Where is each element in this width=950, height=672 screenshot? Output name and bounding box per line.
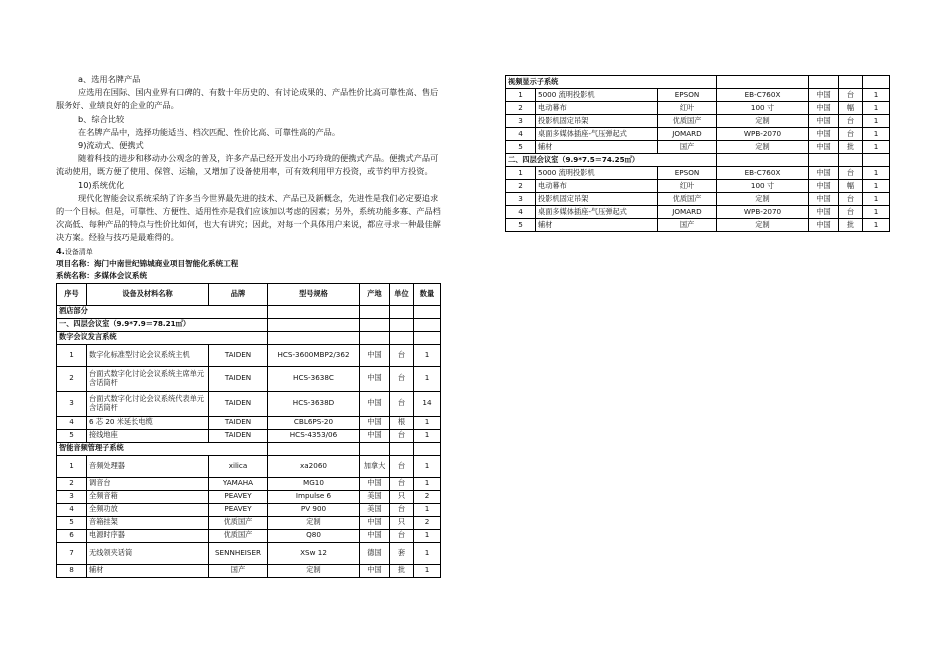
table-row xyxy=(506,115,890,128)
table-cell: 定制 xyxy=(717,219,809,232)
table-cell: 台 xyxy=(390,455,414,477)
empty-cell xyxy=(414,442,441,455)
table-row xyxy=(57,366,441,391)
table-cell: JOMARD xyxy=(658,128,717,141)
table-cell: MG10 xyxy=(268,477,360,490)
table-row xyxy=(506,102,890,115)
table-cell: CBL6PS-20 xyxy=(268,416,360,429)
table-cell: 1 xyxy=(414,429,441,442)
table-cell: Impulse 6 xyxy=(268,490,360,503)
empty-cell xyxy=(809,154,839,167)
table-cell: 1 xyxy=(863,115,890,128)
empty-cell xyxy=(717,76,809,89)
table-cell: 1 xyxy=(506,167,536,180)
table-cell: xa2060 xyxy=(268,455,360,477)
table-cell: 5 xyxy=(506,141,536,154)
table-cell: 定制 xyxy=(717,115,809,128)
section-label: 视频显示子系统 xyxy=(506,76,717,89)
table-cell: 台 xyxy=(390,344,414,366)
section-title: 设备清单 xyxy=(64,247,93,256)
table-cell: TAIDEN xyxy=(209,366,268,391)
empty-cell xyxy=(414,331,441,344)
section-label: 二、四层会议室（9.9*7.5＝74.25㎡） xyxy=(506,154,717,167)
table-cell: 优质国产 xyxy=(209,516,268,529)
table-cell: 无线领夹话筒 xyxy=(87,542,209,564)
table-row xyxy=(506,128,890,141)
table-cell: 6 芯 20 米延长电缆 xyxy=(87,416,209,429)
table-cell: 1 xyxy=(863,102,890,115)
section-row xyxy=(57,305,441,318)
table-row xyxy=(57,416,441,429)
table-cell: 台 xyxy=(390,477,414,490)
table-cell: 批 xyxy=(839,219,863,232)
table-cell: 1 xyxy=(57,455,87,477)
table-cell: PEAVEY xyxy=(209,490,268,503)
table-cell: 4 xyxy=(57,416,87,429)
empty-cell xyxy=(390,305,414,318)
table-cell: 辅材 xyxy=(536,219,658,232)
table-row xyxy=(506,89,890,102)
column-header: 序号 xyxy=(57,283,87,305)
table-cell: TAIDEN xyxy=(209,416,268,429)
table-cell: 1 xyxy=(414,503,441,516)
table-row xyxy=(506,193,890,206)
table-cell: 3 xyxy=(57,490,87,503)
empty-cell xyxy=(268,305,360,318)
table-cell: 2 xyxy=(506,180,536,193)
table-cell: 1 xyxy=(57,344,87,366)
table-cell: 1 xyxy=(414,455,441,477)
table-cell: HCS-3638D xyxy=(268,391,360,416)
table-cell: 台 xyxy=(839,128,863,141)
table-cell: 电源时序器 xyxy=(87,529,209,542)
table-cell: 1 xyxy=(863,167,890,180)
table-cell: 电动幕布 xyxy=(536,180,658,193)
table-cell: 台面式数字化讨论会议系统代表单元 含话筒杆 xyxy=(87,391,209,416)
table-cell: EB-C760X xyxy=(717,89,809,102)
table-cell: 套 xyxy=(390,542,414,564)
table-cell: 美国 xyxy=(360,503,390,516)
column-header: 型号规格 xyxy=(268,283,360,305)
table-cell: 5 xyxy=(57,516,87,529)
empty-cell xyxy=(360,442,390,455)
table-cell: 1 xyxy=(506,89,536,102)
table-cell: 批 xyxy=(390,564,414,577)
table-cell: 1 xyxy=(414,416,441,429)
empty-cell xyxy=(390,442,414,455)
table-cell: 音频处理器 xyxy=(87,455,209,477)
empty-cell xyxy=(414,318,441,331)
table-cell: EPSON xyxy=(658,167,717,180)
paragraph: 应选用在国际、国内业界有口碑的、有数十年历史的、有讨论成果的、产品性价比高可靠性高、售后服务好、业绩良好的企业的产品。 xyxy=(56,87,439,111)
table-cell: 2 xyxy=(57,477,87,490)
table-cell: 中国 xyxy=(809,115,839,128)
section-label: 数字会议发言系统 xyxy=(57,331,268,344)
table-cell: TAIDEN xyxy=(209,344,268,366)
empty-cell xyxy=(360,305,390,318)
table-cell: 1 xyxy=(414,344,441,366)
table-cell: 辅材 xyxy=(536,141,658,154)
column-header: 设备及材料名称 xyxy=(87,283,209,305)
table-cell: 3 xyxy=(57,391,87,416)
table-cell: WPB-2070 xyxy=(717,206,809,219)
table-cell: 中国 xyxy=(360,344,390,366)
table-cell: HCS-3600MBP2/362 xyxy=(268,344,360,366)
table-cell: 幅 xyxy=(839,102,863,115)
table-cell: 台 xyxy=(390,503,414,516)
table-cell: 接线地座 xyxy=(87,429,209,442)
empty-cell xyxy=(717,154,809,167)
table-cell: 1 xyxy=(414,529,441,542)
table-cell: 中国 xyxy=(809,141,839,154)
table-row xyxy=(57,503,441,516)
table-cell: 100 寸 xyxy=(717,102,809,115)
table-cell: 1 xyxy=(414,366,441,391)
table-cell: 中国 xyxy=(809,180,839,193)
project-name: 项目名称：海门中南世纪锦城商业项目智能化系统工程 xyxy=(56,258,239,268)
table-row xyxy=(57,344,441,366)
table-cell: 中国 xyxy=(360,529,390,542)
empty-cell xyxy=(268,318,360,331)
table-cell: 台 xyxy=(390,366,414,391)
table-cell: 1 xyxy=(863,206,890,219)
column-header: 单位 xyxy=(390,283,414,305)
table-cell: 桌面多媒体插座-气压弹起式 xyxy=(536,206,658,219)
table-cell: 3 xyxy=(506,115,536,128)
table-cell: 1 xyxy=(414,542,441,564)
section-row xyxy=(506,154,890,167)
table-cell: 中国 xyxy=(809,102,839,115)
empty-cell xyxy=(360,318,390,331)
table-cell: 7 xyxy=(57,542,87,564)
table-cell: 5000 流明投影机 xyxy=(536,89,658,102)
table-cell: 中国 xyxy=(360,366,390,391)
table-row xyxy=(506,180,890,193)
table-cell: 2 xyxy=(506,102,536,115)
section-row xyxy=(57,318,441,331)
paragraph: 9)流动式、便携式 xyxy=(78,140,144,151)
table-cell: 中国 xyxy=(809,167,839,180)
table-cell: 1 xyxy=(414,477,441,490)
empty-cell xyxy=(390,318,414,331)
table-cell: 台 xyxy=(839,89,863,102)
empty-cell xyxy=(863,76,890,89)
table-cell: 中国 xyxy=(360,477,390,490)
table-cell: 台 xyxy=(839,115,863,128)
section-label: 一、四层会议室（9.9*7.9＝78.21㎡） xyxy=(57,318,268,331)
table-cell: 2 xyxy=(57,366,87,391)
table-cell: 2 xyxy=(414,516,441,529)
table-cell: 红叶 xyxy=(658,180,717,193)
table-cell: 1 xyxy=(863,219,890,232)
left-column xyxy=(56,73,444,578)
table-row xyxy=(506,206,890,219)
table-cell: 国产 xyxy=(209,564,268,577)
table-cell: 中国 xyxy=(809,128,839,141)
table-cell: 加拿大 xyxy=(360,455,390,477)
equipment-table-right xyxy=(505,75,890,232)
empty-cell xyxy=(268,442,360,455)
table-cell: 中国 xyxy=(360,516,390,529)
table-cell: 1 xyxy=(414,564,441,577)
table-cell: 台面式数字化讨论会议系统主席单元 含话筒杆 xyxy=(87,366,209,391)
section-heading xyxy=(56,245,444,258)
table-cell: PEAVEY xyxy=(209,503,268,516)
table-cell: Q80 xyxy=(268,529,360,542)
table-cell: YAMAHA xyxy=(209,477,268,490)
table-cell: 台 xyxy=(839,206,863,219)
table-header-row xyxy=(57,283,441,305)
table-cell: 中国 xyxy=(360,391,390,416)
table-cell: 批 xyxy=(839,141,863,154)
table-cell: 优质国产 xyxy=(658,193,717,206)
table-cell: 只 xyxy=(390,516,414,529)
table-cell: 5000 流明投影机 xyxy=(536,167,658,180)
paragraph: 随着科技的进步和移动办公观念的普及，许多产品已经开发出小巧玲珑的便携式产品。便携式产品可流动使用，既方便了使用、保管、运输，又增加了设备使用率，可有效利用甲方投资，或节约甲方投资。 xyxy=(56,153,439,177)
table-cell: EB-C760X xyxy=(717,167,809,180)
table-cell: 1 xyxy=(863,128,890,141)
empty-cell xyxy=(863,154,890,167)
table-row xyxy=(57,391,441,416)
table-row xyxy=(57,542,441,564)
table-cell: PV 900 xyxy=(268,503,360,516)
paragraph: a、选用名牌产品 xyxy=(78,74,141,84)
paragraph: 在名牌产品中，选择功能适当、档次匹配、性价比高、可靠性高的产品。 xyxy=(78,126,341,137)
table-cell: XSw 12 xyxy=(268,542,360,564)
empty-cell xyxy=(390,331,414,344)
table-cell: 4 xyxy=(506,128,536,141)
table-cell: JOMARD xyxy=(658,206,717,219)
empty-cell xyxy=(839,76,863,89)
table-cell: 定制 xyxy=(268,564,360,577)
table-row xyxy=(57,516,441,529)
section-row xyxy=(506,76,890,89)
table-row xyxy=(57,564,441,577)
table-cell: 5 xyxy=(57,429,87,442)
table-cell: 德国 xyxy=(360,542,390,564)
table-cell: 投影机固定吊架 xyxy=(536,193,658,206)
table-cell: EPSON xyxy=(658,89,717,102)
table-row xyxy=(57,477,441,490)
table-cell: 1 xyxy=(863,141,890,154)
table-cell: 调音台 xyxy=(87,477,209,490)
table-cell: 台 xyxy=(390,391,414,416)
table-cell: 中国 xyxy=(360,564,390,577)
section-row xyxy=(57,331,441,344)
paragraph: 现代化智能会议系统采纳了许多当今世界最先进的技术、产品已及新概念，先进性是我们必定要追求的一个目标。但是，可靠性、方便性、适用性亦是我们应该加以考虑的因素；另外，系统功能多寡、产品档次高低、每种产品的特点与性价比如何，也大有讲究；因此，对每一个具体用户来说，都应寻求一种最佳解决方案。经验与技巧是最难得的。 xyxy=(56,192,441,243)
paragraph: b、综合比较 xyxy=(78,113,125,124)
table-cell: 全频功放 xyxy=(87,503,209,516)
table-cell: 台 xyxy=(839,193,863,206)
table-cell: 中国 xyxy=(809,193,839,206)
empty-cell xyxy=(809,76,839,89)
table-cell: 优质国产 xyxy=(658,115,717,128)
table-cell: 6 xyxy=(57,529,87,542)
table-cell: 5 xyxy=(506,219,536,232)
table-cell: 台 xyxy=(390,429,414,442)
system-name: 系统名称：多媒体会议系统 xyxy=(56,270,148,280)
equipment-table-left xyxy=(56,283,441,578)
table-cell: 美国 xyxy=(360,490,390,503)
table-cell: 中国 xyxy=(809,219,839,232)
table-cell: 定制 xyxy=(268,516,360,529)
table-cell: 台 xyxy=(839,167,863,180)
table-cell: 优质国产 xyxy=(209,529,268,542)
table-cell: 电动幕布 xyxy=(536,102,658,115)
empty-cell xyxy=(268,331,360,344)
table-cell: 定制 xyxy=(717,141,809,154)
table-cell: 国产 xyxy=(658,219,717,232)
table-cell: 只 xyxy=(390,490,414,503)
table-cell: 中国 xyxy=(360,429,390,442)
table-cell: 1 xyxy=(863,89,890,102)
table-cell: 4 xyxy=(57,503,87,516)
table-cell: 国产 xyxy=(658,141,717,154)
section-label: 酒店部分 xyxy=(57,305,268,318)
empty-cell xyxy=(839,154,863,167)
table-row xyxy=(57,490,441,503)
table-cell: 14 xyxy=(414,391,441,416)
table-cell: HCS-4353/06 xyxy=(268,429,360,442)
table-cell: 辅材 xyxy=(87,564,209,577)
table-cell: 台 xyxy=(390,529,414,542)
table-row xyxy=(57,455,441,477)
table-cell: 100 寸 xyxy=(717,180,809,193)
table-cell: 幅 xyxy=(839,180,863,193)
table-cell: 红叶 xyxy=(658,102,717,115)
paragraph: 10)系统优化 xyxy=(78,179,125,190)
table-cell: 3 xyxy=(506,193,536,206)
table-cell: 4 xyxy=(506,206,536,219)
table-cell: 全频音箱 xyxy=(87,490,209,503)
body-text xyxy=(56,73,444,245)
table-cell: TAIDEN xyxy=(209,429,268,442)
table-cell: 8 xyxy=(57,564,87,577)
table-cell: WPB-2070 xyxy=(717,128,809,141)
section-number: 4. xyxy=(56,245,65,256)
table-cell: 中国 xyxy=(360,416,390,429)
table-row xyxy=(57,529,441,542)
section-row xyxy=(57,442,441,455)
table-cell: 投影机固定吊架 xyxy=(536,115,658,128)
table-cell: 2 xyxy=(414,490,441,503)
table-cell: TAIDEN xyxy=(209,391,268,416)
table-cell: 1 xyxy=(863,180,890,193)
table-cell: SENNHEISER xyxy=(209,542,268,564)
column-header: 产地 xyxy=(360,283,390,305)
table-row xyxy=(506,141,890,154)
table-cell: HCS-3638C xyxy=(268,366,360,391)
column-header: 品牌 xyxy=(209,283,268,305)
table-cell: 1 xyxy=(863,193,890,206)
table-cell: 定制 xyxy=(717,193,809,206)
table-cell: 中国 xyxy=(809,89,839,102)
table-row xyxy=(57,429,441,442)
column-header: 数量 xyxy=(414,283,441,305)
table-cell: 音箱挂架 xyxy=(87,516,209,529)
section-label: 智能音频管理子系统 xyxy=(57,442,268,455)
empty-cell xyxy=(360,331,390,344)
table-row xyxy=(506,167,890,180)
table-cell: 桌面多媒体插座-气压弹起式 xyxy=(536,128,658,141)
table-cell: 中国 xyxy=(809,206,839,219)
empty-cell xyxy=(414,305,441,318)
table-cell: xilica xyxy=(209,455,268,477)
table-row xyxy=(506,219,890,232)
table-cell: 数字化标准型讨论会议系统主机 xyxy=(87,344,209,366)
table-cell: 根 xyxy=(390,416,414,429)
